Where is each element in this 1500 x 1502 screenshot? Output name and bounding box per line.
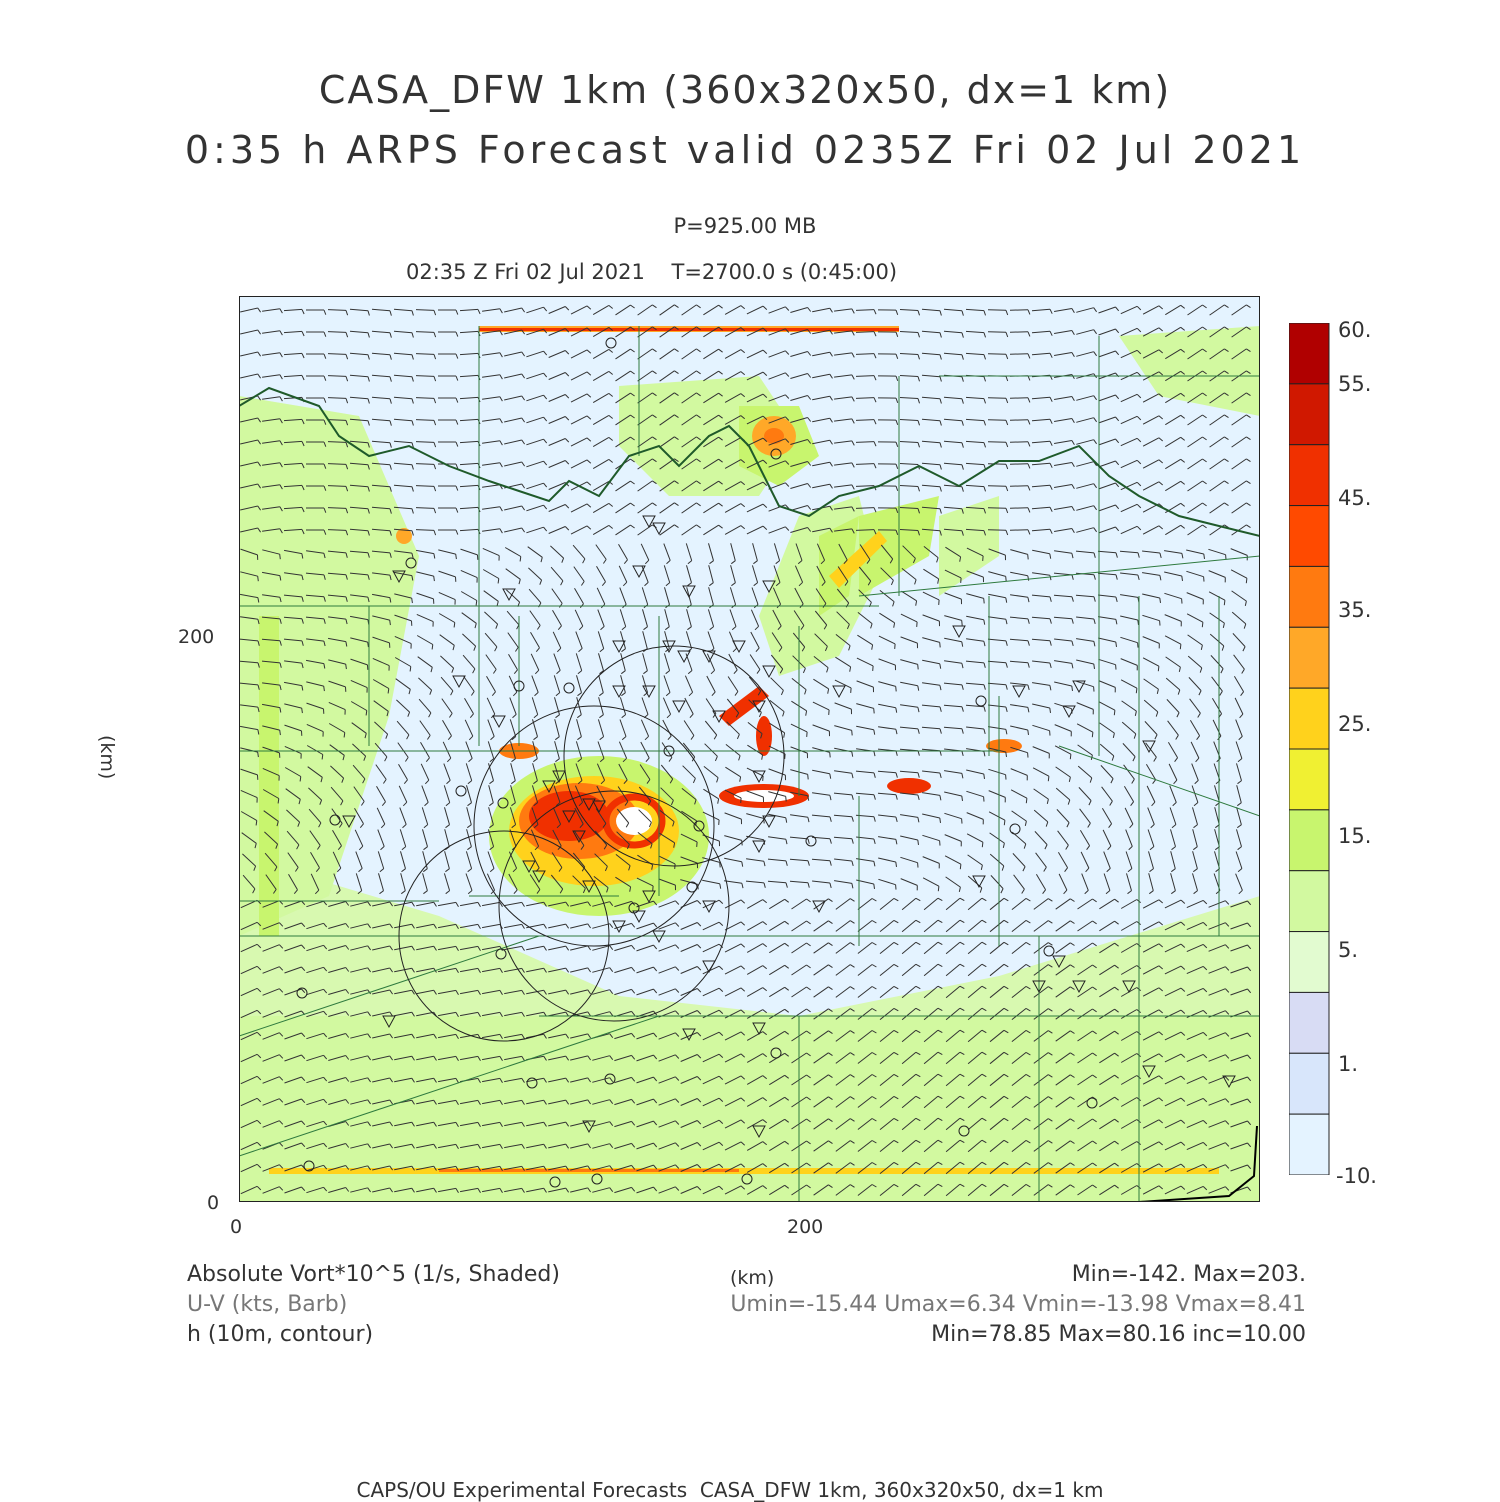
valid-time-line: 02:35 Z Fri 02 Jul 2021 T=2700.0 s (0:45:00) xyxy=(406,260,897,284)
colorbar-swatch xyxy=(1289,1114,1329,1175)
vorticity-cell-b xyxy=(756,716,772,756)
legend-vorticity-stats: Min=-142. Max=203. xyxy=(1072,1262,1306,1287)
wind-barb-flag xyxy=(324,686,325,691)
wind-barb-flag xyxy=(984,774,985,779)
colorbar-label: 45. xyxy=(1338,486,1371,510)
y-tick-200: 200 xyxy=(178,626,214,648)
legend-field-wind: U-V (kts, Barb) xyxy=(187,1292,347,1317)
wind-barb-flag xyxy=(962,620,963,625)
wind-barb-flag xyxy=(280,554,281,559)
wind-barb-flag xyxy=(454,623,455,628)
wind-barb xyxy=(988,508,1006,509)
wind-barb-flag xyxy=(896,686,897,691)
legend-height-stats: Min=78.85 Max=80.16 inc=10.00 xyxy=(931,1322,1306,1347)
wind-barb-flag xyxy=(258,576,259,581)
wind-barb xyxy=(988,354,1006,355)
wind-barb-flag xyxy=(388,689,389,694)
wind-barb-flag xyxy=(896,862,897,867)
colorbar-label: 1. xyxy=(1338,1052,1358,1076)
wind-barb-flag xyxy=(346,664,347,669)
wind-barb-flag xyxy=(1094,664,1095,669)
wind-barb-flag xyxy=(368,642,369,647)
wind-barb-flag xyxy=(1182,576,1183,581)
wind-barb-flag xyxy=(830,752,831,757)
wind-barb-flag xyxy=(302,708,303,713)
wind-barb-flag xyxy=(1026,798,1027,803)
wind-barb-flag xyxy=(1004,820,1005,825)
wind-barb-flag xyxy=(940,642,941,647)
wind-barb-flag xyxy=(1138,620,1139,625)
wind-barb xyxy=(988,486,1006,487)
colorbar-swatch xyxy=(1289,749,1329,810)
wind-barb-flag xyxy=(1050,708,1051,713)
wind-barb-flag xyxy=(1160,598,1161,603)
colorbar-swatch xyxy=(1289,384,1329,445)
southern-vorticity-band xyxy=(239,1016,1260,1202)
colorbar-swatch xyxy=(1289,992,1329,1053)
wind-barb-flag xyxy=(1114,710,1115,715)
wind-barb-flag xyxy=(280,730,281,735)
colorbar-swatch xyxy=(1289,445,1329,506)
wind-barb xyxy=(988,464,1006,465)
wind-barb-flag xyxy=(1224,600,1225,605)
vorticity-map xyxy=(239,296,1260,1202)
footer-credit: CAPS/OU Experimental Forecasts CASA_DFW 1km, 360x320x50, dx=1 km xyxy=(0,1478,1460,1502)
wind-barb-flag xyxy=(390,620,391,625)
colorbar-label: 35. xyxy=(1338,598,1371,622)
wind-barb-flag xyxy=(982,842,983,847)
wind-barb xyxy=(988,442,1006,443)
wind-barb-flag xyxy=(1202,622,1203,627)
wind-barb-flag xyxy=(278,799,279,804)
wind-barb-flag xyxy=(300,777,301,782)
x-tick-0: 0 xyxy=(230,1216,242,1238)
wind-barb-flag xyxy=(1070,754,1071,759)
colorbar-swatch xyxy=(1289,1053,1329,1114)
wind-barb-flag xyxy=(434,576,435,581)
wind-barb-flag xyxy=(1116,642,1117,647)
colorbar xyxy=(1289,323,1331,1175)
wind-barb-flag xyxy=(962,796,963,801)
vorticity-strip-west xyxy=(259,616,279,936)
colorbar-swatch xyxy=(1289,506,1329,567)
wind-barb-flag xyxy=(1028,730,1029,735)
vorticity-cell-north-core xyxy=(764,428,784,444)
y-tick-0: 0 xyxy=(207,1192,219,1214)
wind-barb-flag xyxy=(720,862,721,867)
colorbar-label: -10. xyxy=(1336,1164,1377,1188)
wind-barb-flag xyxy=(1136,688,1137,693)
wind-barb-flag xyxy=(1092,732,1093,737)
boundary-streak-south xyxy=(269,1168,1219,1174)
wind-barb-flag xyxy=(1072,686,1073,691)
forecast-valid-title: 0:35 h ARPS Forecast valid 0235Z Fri 02 Jul 2021 xyxy=(0,128,1490,172)
storm-vortex-core xyxy=(616,807,652,835)
wind-barb-flag xyxy=(1204,554,1205,559)
wind-barb xyxy=(988,398,1006,399)
wind-barb-flag xyxy=(984,598,985,603)
colorbar-swatches xyxy=(1289,323,1329,1175)
colorbar-swatch xyxy=(1289,871,1329,932)
wind-barb-flag xyxy=(852,730,853,735)
x-axis-label: (km) xyxy=(730,1267,774,1289)
wind-barb-flag xyxy=(874,708,875,713)
legend-field-vorticity: Absolute Vort*10^5 (1/s, Shaded) xyxy=(187,1262,560,1287)
colorbar-swatch xyxy=(1289,566,1329,627)
wind-barb-flag xyxy=(412,598,413,603)
wind-barb-flag xyxy=(1246,578,1247,583)
wind-barb-flag xyxy=(960,864,961,869)
legend-field-height: h (10m, contour) xyxy=(187,1322,373,1347)
colorbar-swatch xyxy=(1289,627,1329,688)
colorbar-label: 15. xyxy=(1338,824,1371,848)
wind-barb-flag xyxy=(1048,776,1049,781)
wind-barb-flag xyxy=(938,886,939,891)
wind-barb-flag xyxy=(786,796,787,801)
wind-barb-flag xyxy=(1180,644,1181,649)
colorbar-swatch xyxy=(1289,688,1329,749)
colorbar-swatch xyxy=(1289,810,1329,871)
wind-barb-flag xyxy=(256,821,257,826)
wind-barb xyxy=(988,310,1006,311)
colorbar-swatch xyxy=(1289,323,1329,384)
wind-barb-flag xyxy=(808,774,809,779)
wind-barb-flag xyxy=(498,579,499,584)
wind-barb xyxy=(988,332,1006,333)
wind-barb-flag xyxy=(940,818,941,823)
vorticity-cell-d xyxy=(887,778,931,794)
colorbar-label: 5. xyxy=(1338,938,1358,962)
map-title: CASA_DFW 1km (360x320x50, dx=1 km) xyxy=(0,68,1490,112)
colorbar-label: 55. xyxy=(1338,372,1371,396)
wind-barb-flag xyxy=(520,557,521,562)
wind-barb xyxy=(988,530,1006,531)
x-tick-200: 200 xyxy=(787,1216,823,1238)
wind-barb-flag xyxy=(258,752,259,757)
y-axis-label: (km) xyxy=(96,735,118,779)
wind-barb-flag xyxy=(322,755,323,760)
colorbar-label: 25. xyxy=(1338,712,1371,736)
wind-barb-flag xyxy=(874,884,875,889)
wind-barb xyxy=(988,420,1006,421)
wind-barb-flag xyxy=(432,645,433,650)
wind-barb-flag xyxy=(918,664,919,669)
wind-barb-flag xyxy=(344,733,345,738)
wind-barb-flag xyxy=(1006,752,1007,757)
wind-barb-flag xyxy=(366,711,367,716)
wind-barb-flag xyxy=(918,840,919,845)
wind-barb-flag xyxy=(1006,576,1007,581)
wind-barb-flag xyxy=(410,667,411,672)
wind-barb-flag xyxy=(456,554,457,559)
wind-barb-flag xyxy=(476,601,477,606)
legend-wind-stats: Umin=-15.44 Umax=6.34 Vmin=-13.98 Vmax=8.41 xyxy=(730,1292,1306,1317)
wind-barb-flag xyxy=(1158,666,1159,671)
colorbar-swatch xyxy=(1289,932,1329,993)
colorbar-label: 60. xyxy=(1338,318,1371,342)
pressure-level: P=925.00 MB xyxy=(0,214,1490,238)
wind-barb-flag xyxy=(1028,554,1029,559)
